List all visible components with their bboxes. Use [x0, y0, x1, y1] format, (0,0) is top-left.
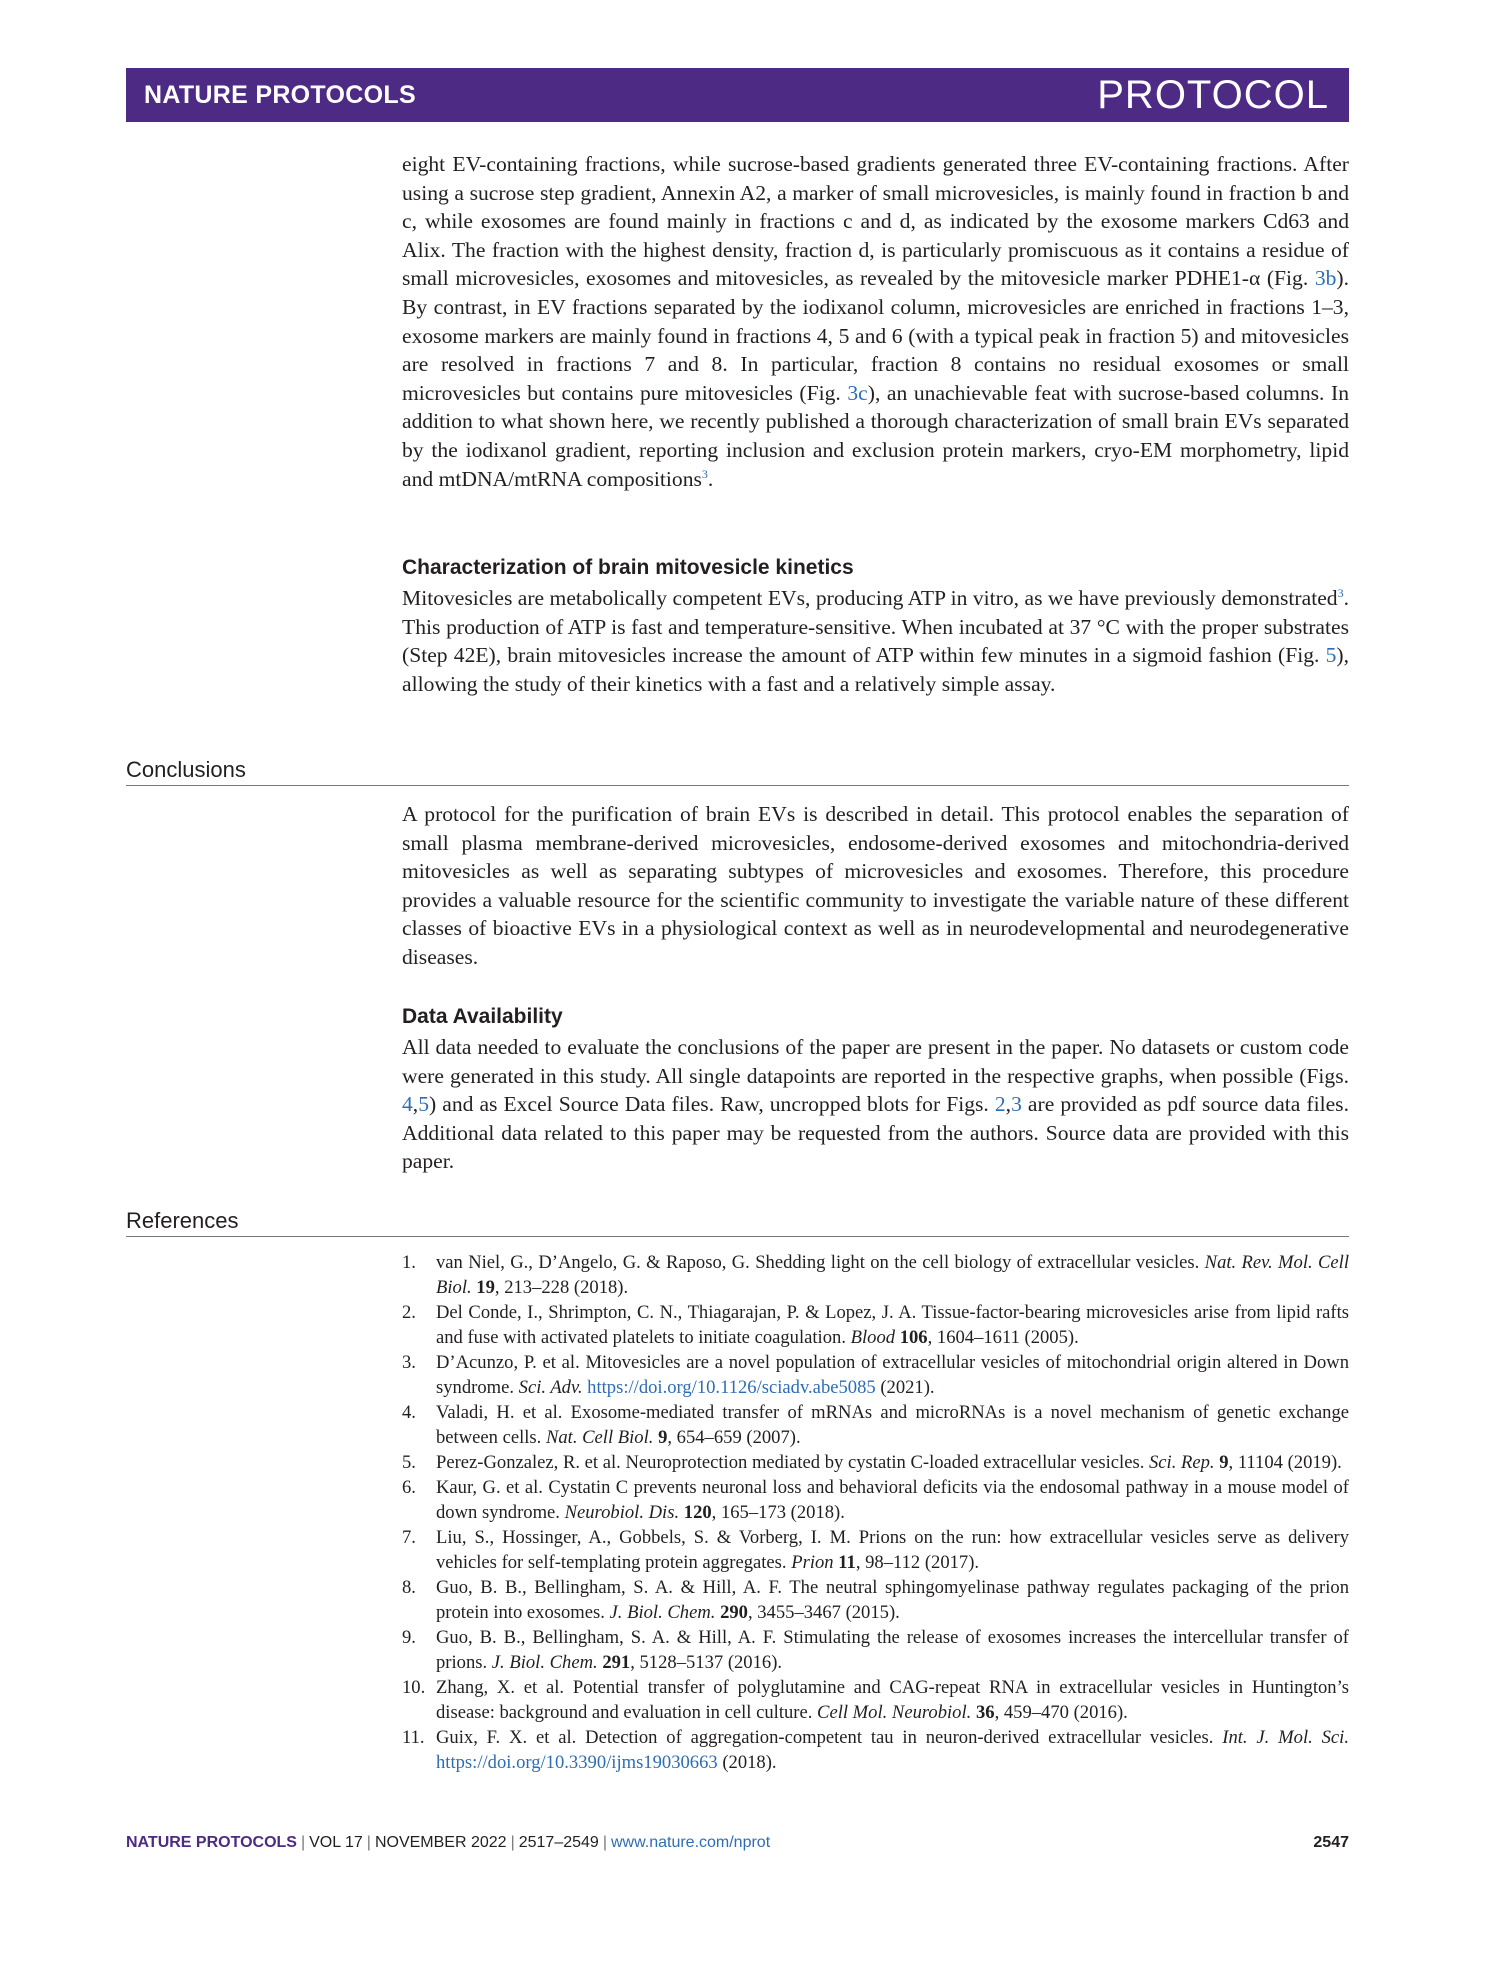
- figure-link-3c[interactable]: 3c: [847, 380, 868, 405]
- reference-volume: 120: [683, 1501, 712, 1523]
- reference-item: 9. Guo, B. B., Bellingham, S. A. & Hill, A. F. Stimulating the release of exosomes increases the intercellular transfer of prions. J. Biol. Chem. 291, 5128–5137 (2016).: [402, 1627, 1349, 1673]
- reference-journal: Sci. Rep.: [1149, 1451, 1215, 1473]
- results-paragraph: eight EV-containing fractions, while sucrose-based gradients generated three EV-containing fractions. After using a sucrose step gradient, Annexin A2, a marker of small microvesicles, is mainly found in fraction b and c, while exosomes are found mainly in fractions c and d, as indicated by the exosome markers Cd63 and Alix. The fraction with the highest density, fraction d, is particularly promiscuous as it contains a residue of small microvesicles, exosomes and mitovesicles, as revealed by the mitovesicle marker PDHE1-α (Fig. 3b). By contrast, in EV fractions separated by the iodixanol column, microvesicles are enriched in fractions 1–3, exosome markers are mainly found in fractions 4, 5 and 6 (with a typical peak in fraction 5) and mitovesicles are resolved in fractions 7 and 8. In particular, fraction 8 contains no residual exosomes or small microvesicles but contains pure mitovesicles (Fig. 3c), an unachievable feat with sucrose-based columns. In addition to what shown here, we recently published a thorough characterization of small brain EVs separated by the iodixanol gradient, reporting inclusion and exclusion protein markers, cryo-EM morphometry, lipid and mtDNA/mtRNA compositions$^3$.: [402, 152, 1350, 491]
- reference-journal: Neurobiol. Dis.: [564, 1501, 680, 1523]
- reference-list: [402, 1251, 1349, 1776]
- reference-volume: 11: [838, 1551, 856, 1573]
- page-number: 2547: [1313, 1834, 1349, 1851]
- reference-item: 7. Liu, S., Hossinger, A., Gobbels, S. & Vorberg, I. M. Prions on the run: how extracellular vesicles serve as delivery vehicles for self-templating protein aggregates. Prion 11, 98–112 (2017).: [402, 1527, 1349, 1573]
- reference-item: 3. D’Acunzo, P. et al. Mitovesicles are a novel population of extracellular vesicles of mitochondrial origin altered in Down syndrome. Sci. Adv. https://doi.org/10.1126/sciadv.abe5085 (2021).: [402, 1351, 1349, 1398]
- footer-journal: NATURE PROTOCOLS: [126, 1834, 297, 1851]
- reference-volume: 36: [975, 1701, 995, 1723]
- page-footer: NATURE PROTOCOLS | VOL 17 | NOVEMBER 2022 | 2517–2549 | www.nature.com/nprot 2547: [126, 1834, 1349, 1851]
- conclusions-paragraph: A protocol for the purification of brain EVs is described in detail. This protocol enables the separation of small plasma membrane-derived microvesicles, endosome-derived exosomes and mitochondria-derived mitovesicles as well as separating subtypes of microvesicles and exosomes. Therefore, this procedure provides a valuable resource for the scientific community to investigate the variable nature of these different classes of bioactive EVs in a physiological context as well as in neurodevelopmental and neurodegenerative diseases.: [402, 802, 1349, 969]
- reference-number: 6.: [402, 1477, 416, 1499]
- reference-volume: 19: [476, 1276, 495, 1298]
- reference-volume: 106: [899, 1326, 928, 1348]
- reference-item: 1. van Niel, G., D’Angelo, G. & Raposo, G. Shedding light on the cell biology of extracellular vesicles. Nat. Rev. Mol. Cell Biol. 19, 213–228 (2018).: [402, 1252, 1349, 1298]
- reference-number: 8.: [402, 1577, 416, 1599]
- reference-doi-link[interactable]: https://doi.org/10.1126/sciadv.abe5085: [587, 1376, 876, 1398]
- figure-link-5[interactable]: 5: [1325, 643, 1337, 668]
- reference-volume: 290: [720, 1601, 748, 1623]
- reference-number: 3.: [402, 1351, 416, 1373]
- reference-number: 10.: [402, 1677, 426, 1699]
- reference-journal: Sci. Adv.: [518, 1376, 583, 1398]
- reference-journal: Nat. Rev. Mol. Cell Biol.: [436, 1252, 1349, 1298]
- journal-header-bar: [126, 68, 1349, 122]
- reference-item: 5. Perez-Gonzalez, R. et al. Neuroprotection mediated by cystatin C-loaded extracellular vesicles. Sci. Rep. 9, 11104 (2019).: [402, 1451, 1349, 1476]
- conclusions-body: [402, 800, 1349, 972]
- references-section-header: [126, 1208, 1349, 1237]
- reference-item: 4. Valadi, H. et al. Exosome-mediated transfer of mRNAs and microRNAs is a novel mechanism of genetic exchange between cells. Nat. Cell Biol. 9, 654–659 (2007).: [402, 1401, 1349, 1448]
- reference-journal: J. Biol. Chem.: [609, 1601, 716, 1623]
- data-availability-heading: Data Availability: [402, 1005, 563, 1028]
- reference-doi-link[interactable]: https://doi.org/10.3390/ijms19030663: [436, 1751, 718, 1773]
- reference-number: 7.: [402, 1527, 416, 1549]
- conclusions-heading: Conclusions: [126, 757, 246, 782]
- footer-date: NOVEMBER 2022: [374, 1834, 507, 1851]
- reference-journal: Prion: [791, 1551, 834, 1573]
- kinetics-paragraph: Mitovesicles are metabolically competent EVs, producing ATP in vitro, as we have previously demonstrated$^3$. This production of ATP is fast and temperature-sensitive. When incubated at 37 °C with the proper substrates (Step 42E), brain mitovesicles increase the amount of ATP within few minutes in a sigmoid fashion (Fig. 5), allowing the study of their kinetics with a fast and a relatively simple assay.: [402, 586, 1349, 696]
- reference-number: 4.: [402, 1401, 416, 1423]
- data-availability-subsection: [402, 1003, 1349, 1176]
- reference-volume: 9: [1219, 1451, 1229, 1473]
- reference-item: 10. Zhang, X. et al. Potential transfer of polyglutamine and CAG-repeat RNA in extracellular vesicles in Huntington’s disease: background and evaluation in cell culture. Cell Mol. Neurobiol. 36, 459–470 (2016).: [402, 1677, 1349, 1723]
- figure-link-3b[interactable]: 3b: [1314, 266, 1337, 291]
- citation-link-3[interactable]: 3: [701, 466, 708, 481]
- reference-number: 1.: [402, 1252, 416, 1273]
- reference-journal: Nat. Cell Biol.: [545, 1426, 654, 1448]
- reference-number: 11.: [402, 1727, 425, 1749]
- reference-journal: J. Biol. Chem.: [491, 1651, 598, 1673]
- figure-link-5[interactable]: 5: [418, 1092, 429, 1117]
- references-heading: References: [126, 1208, 239, 1233]
- figure-link-3[interactable]: 3: [1011, 1092, 1022, 1117]
- reference-item: 2. Del Conde, I., Shrimpton, C. N., Thiagarajan, P. & Lopez, J. A. Tissue-factor-bearing microvesicles arise from lipid rafts and fuse with activated platelets to initiate coagulation. Blood 106, 1604–1611 (2005).: [402, 1301, 1349, 1348]
- article-type: PROTOCOL: [1097, 73, 1329, 117]
- reference-number: 2.: [402, 1301, 416, 1323]
- footer-url-link[interactable]: www.nature.com/nprot: [610, 1834, 771, 1851]
- data-availability-paragraph: All data needed to evaluate the conclusions of the paper are present in the paper. No datasets or custom code were generated in this study. All single datapoints are reported in the respective graphs, when possible (Figs. 4,5) and as Excel Source Data files. Raw, uncropped blots for Figs. 2,3 are provided as pdf source data files. Additional data related to this paper may be requested from the authors. Source data are provided with this paper.: [402, 1035, 1349, 1174]
- citation-link-3[interactable]: 3: [1337, 586, 1344, 600]
- kinetics-heading: Characterization of brain mitovesicle kinetics: [402, 556, 854, 579]
- reference-journal: Cell Mol. Neurobiol.: [817, 1701, 972, 1723]
- reference-number: 9.: [402, 1627, 416, 1649]
- kinetics-subsection: [402, 554, 1349, 698]
- reference-volume: 9: [658, 1426, 668, 1448]
- results-continued: [402, 150, 1349, 493]
- footer-pages: 2517–2549: [518, 1834, 599, 1851]
- reference-journal: Int. J. Mol. Sci.: [1222, 1727, 1349, 1749]
- reference-volume: 291: [602, 1651, 631, 1673]
- reference-item: 6. Kaur, G. et al. Cystatin C prevents neuronal loss and behavioral deficits via the endosomal pathway in a mouse model of down syndrome. Neurobiol. Dis. 120, 165–173 (2018).: [402, 1477, 1349, 1523]
- figure-link-4[interactable]: 4: [402, 1092, 413, 1117]
- journal-name: NATURE PROTOCOLS: [144, 81, 416, 109]
- footer-volume: VOL 17: [309, 1834, 363, 1851]
- reference-item: 11. Guix, F. X. et al. Detection of aggregation-competent tau in neuron-derived extracellular vesicles. Int. J. Mol. Sci. https://doi.org/10.3390/ijms19030663 (2018).: [402, 1727, 1349, 1773]
- reference-item: 8. Guo, B. B., Bellingham, S. A. & Hill, A. F. The neutral sphingomyelinase pathway regulates packaging of the prion protein into exosomes. J. Biol. Chem. 290, 3455–3467 (2015).: [402, 1577, 1349, 1623]
- figure-link-2[interactable]: 2: [994, 1092, 1006, 1117]
- reference-journal: Blood: [850, 1326, 896, 1348]
- reference-number: 5.: [402, 1451, 416, 1473]
- conclusions-section-header: [126, 757, 1349, 786]
